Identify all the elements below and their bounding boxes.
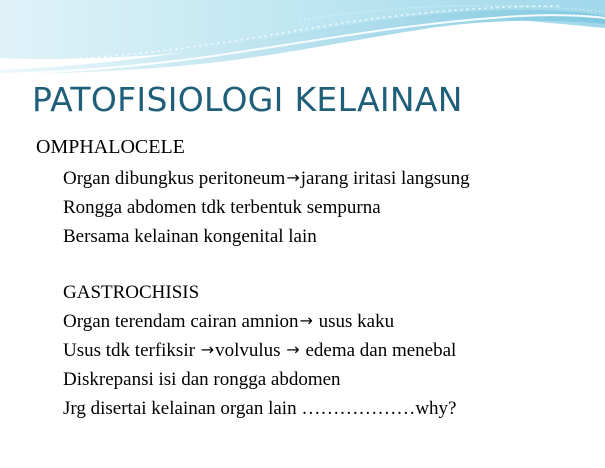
gastrochisis-line-3: Diskrepansi isi dan rongga abdomen — [63, 369, 341, 390]
gastrochisis-line-2-part-b: volvulus — [215, 340, 286, 361]
arrow-right-icon: → — [200, 340, 215, 359]
gastrochisis-line-1-part-a: Organ terendam cairan amnion — [63, 311, 299, 332]
omphalocele-heading: OMPHALOCELE — [36, 136, 185, 158]
arrow-right-icon: → — [286, 340, 300, 359]
omphalocele-line-2: Rongga abdomen tdk terbentuk sempurna — [63, 197, 381, 218]
gastrochisis-line-4: Jrg disertai kelainan organ lain ………………why? — [63, 398, 457, 419]
gastrochisis-line-2-part-c: edema dan menebal — [300, 340, 457, 361]
omphalocele-line-1-part-b: jarang iritasi langsung — [300, 168, 470, 189]
header-wave-decoration — [0, 0, 605, 80]
arrow-right-icon: → — [299, 311, 313, 330]
omphalocele-line-1-part-a: Organ dibungkus peritoneum — [63, 168, 286, 189]
gastrochisis-line-2-part-a: Usus tdk terfiksir — [63, 340, 200, 361]
gastrochisis-line-2 — [63, 340, 456, 362]
gastrochisis-line-1-part-b: usus kaku — [313, 311, 395, 332]
omphalocele-line-1 — [63, 168, 470, 190]
omphalocele-line-3: Bersama kelainan kongenital lain — [63, 226, 317, 247]
gastrochisis-line-1 — [63, 311, 394, 333]
slide-title: PATOFISIOLOGI KELAINAN — [32, 80, 463, 119]
arrow-right-icon: → — [286, 168, 300, 187]
gastrochisis-heading: GASTROCHISIS — [63, 282, 200, 303]
